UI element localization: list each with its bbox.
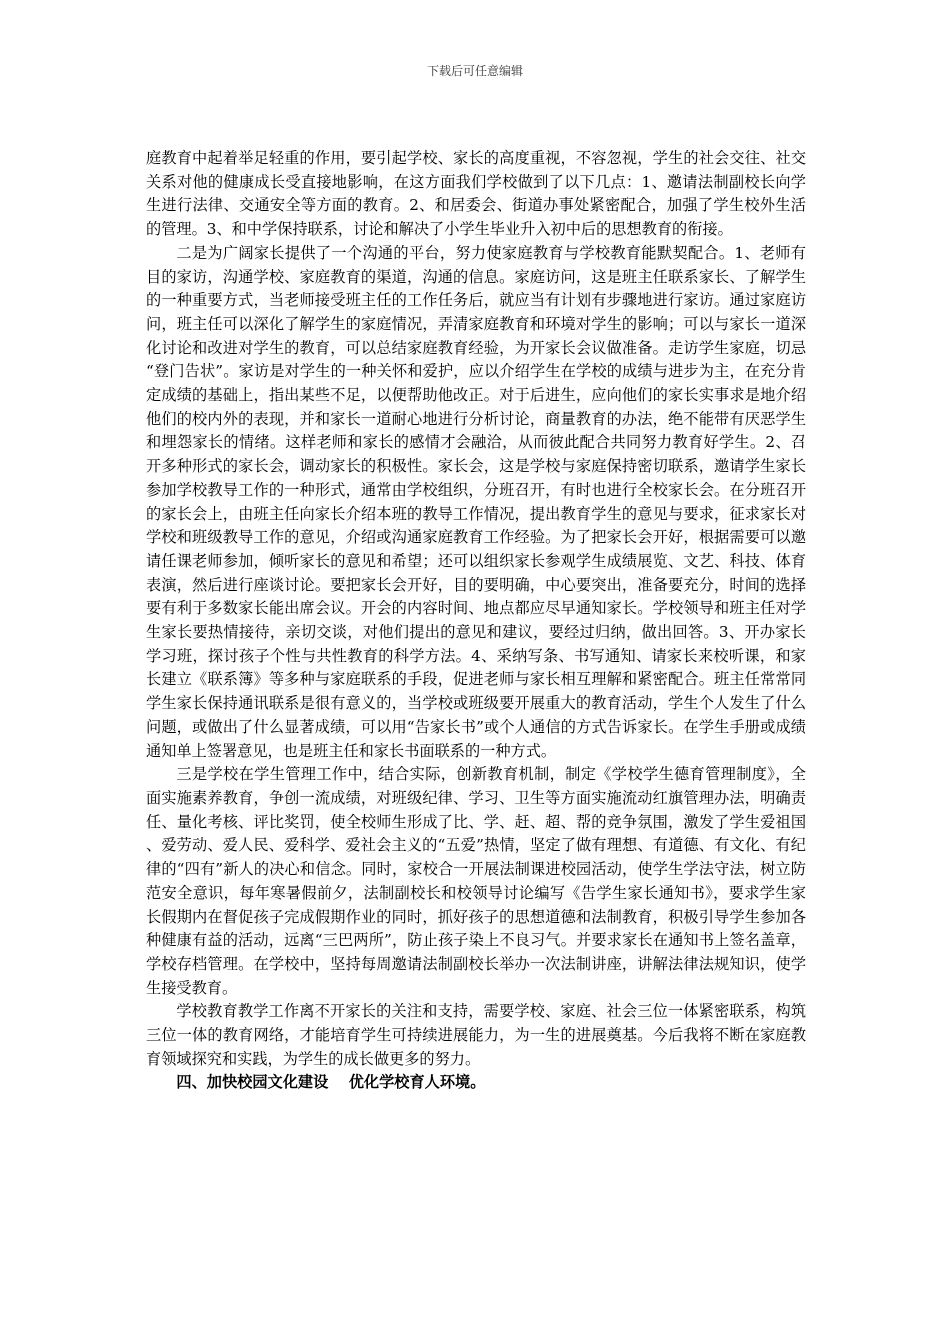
paragraph-student-management: 三是学校在学生管理工作中，结合实际，创新教育机制，制定《学校学生德育管理制度》，全面实施素养教育，争创一流成绩，对班级纪律、学习、卫生等方面实施流动红旗管理办法，明确责任、量化考核、评比奖罚，使全校师生形成了比、学、赶、超、帮的竞争氛围，激发了学生爱祖国、爱劳动、爱人民、爱科学、爱社会主义的“五爱”热情，坚定了做有理想、有道德、有文化、有纪律的“四有”新人的决心和信念。同时，家校合一开展法制课进校园活动，使学生学法守法，树立防范安全意识，每年寒暑假前夕，法制副校长和校领导讨论编写《告学生家长通知书》，要求学生家长假期内在督促孩子完成假期作业的同时，抓好孩子的思想道德和法制教育，积极引导学生参加各种健康有益的活动，远离“三巴两所”，防止孩子染上不良习气。并要求家长在通知书上签名盖章，学校存档管理。在学校中，坚持每周邀请法制副校长举办一次法制讲座，讲解法律法规知识，使学生接受教育。 [146, 765, 806, 997]
paragraph-conclusion: 学校教育教学工作离不开家长的关注和支持，需要学校、家庭、社会三位一体紧密联系，构筑三位一体的教育网络，才能培育学生可持续进展能力，为一生的进展奠基。今后我将不断在家庭教育领域探究和实践，为学生的成长做更多的努力。 [146, 1002, 806, 1068]
paragraph-continuation: 庭教育中起着举足轻重的作用，要引起学校、家长的高度重视，不容忽视，学生的社会交往、社交关系对他的健康成长受直接地影响，在这方面我们学校做到了以下几点：1、邀请法制副校长向学生进行法律、交通安全等方面的教育。2、和居委会、街道办事处紧密配合，加强了学生校外生活的管理。3、和中学保持联系，讨论和解决了小学生毕业升入初中后的思想教育的衔接。 [146, 149, 806, 239]
section-heading: 四、加快校园文化建设 优化学校育人环境。 [176, 1073, 486, 1092]
paragraph-family-communication: 二是为广阔家长提供了一个沟通的平台，努力使家庭教育与学校教育能默契配合。1、老师有目的家访，沟通学校、家庭教育的渠道，沟通的信息。家庭访问，这是班主任联系家长、了解学生的一种重要方式，当老师接受班主任的工作任务后，就应当有计划有步骤地进行家访。通过家庭访问，班主任可以深化了解学生的家庭情况，弄清家庭教育和环境对学生的影响；可以与家长一道深化讨论和改进对学生的教育，可以总结家庭教育经验，为开家长会议做准备。走访学生家庭，切忌“登门告状”。家访是对学生的一种关怀和爱护，应以介绍学生在学校的成绩与进步为主，在充分肯定成绩的基础上，指出某些不足，以便帮助他改正。对于后进生，应向他们的家长实事求是地介绍他们的校内外的表现，并和家长一道耐心地进行分析讨论，商量教育的办法，绝不能带有厌恶学生和埋怨家长的情绪。这样老师和家长的感情才会融洽，从而彼此配合共同努力教育好学生。2、召开多种形式的家长会，调动家长的积极性。家长会，这是学校与家庭保持密切联系，邀请学生家长参加学校教导工作的一种形式，通常由学校组织，分班召开，有时也进行全校家长会。在分班召开的家长会上，由班主任向家长介绍本班的教导工作情况，提出教育学生的意见与要求，征求家长对学校和班级教导工作的意见，介绍或沟通家庭教育工作经验。为了把家长会开好，根据需要可以邀请任课老师参加，倾听家长的意见和希望；还可以组织家长参观学生成绩展览、文艺、科技、体育表演，然后进行座谈讨论。要把家长会开好，目的要明确，中心要突出，准备要充分，时间的选择要有利于多数家长能出席会议。开会的内容时间、地点都应尽早通知家长。学校领导和班主任对学生家长要热情接待，亲切交谈，对他们提出的意见和建议，要经过归纳，做出回答。3、开办家长学习班，探讨孩子个性与共性教育的科学方法。4、采纳写条、书写通知、请家长来校听课，和家长建立《联系簿》等多种与家庭联系的手段，促进老师与家长相互理解和紧密配合。班主任常常同学生家长保持通讯联系是很有意义的，当学校或班级要开展重大的教育活动，学生个人发生了什么问题，或做出了什么显著成绩，可以用“告家长书”或个人通信的方式告诉家长。在学生手册或成绩通知单上签署意见，也是班主任和家长书面联系的一种方式。 [146, 243, 806, 760]
page-header: 下载后可任意编辑 [426, 64, 523, 78]
document-body [146, 147, 806, 1095]
